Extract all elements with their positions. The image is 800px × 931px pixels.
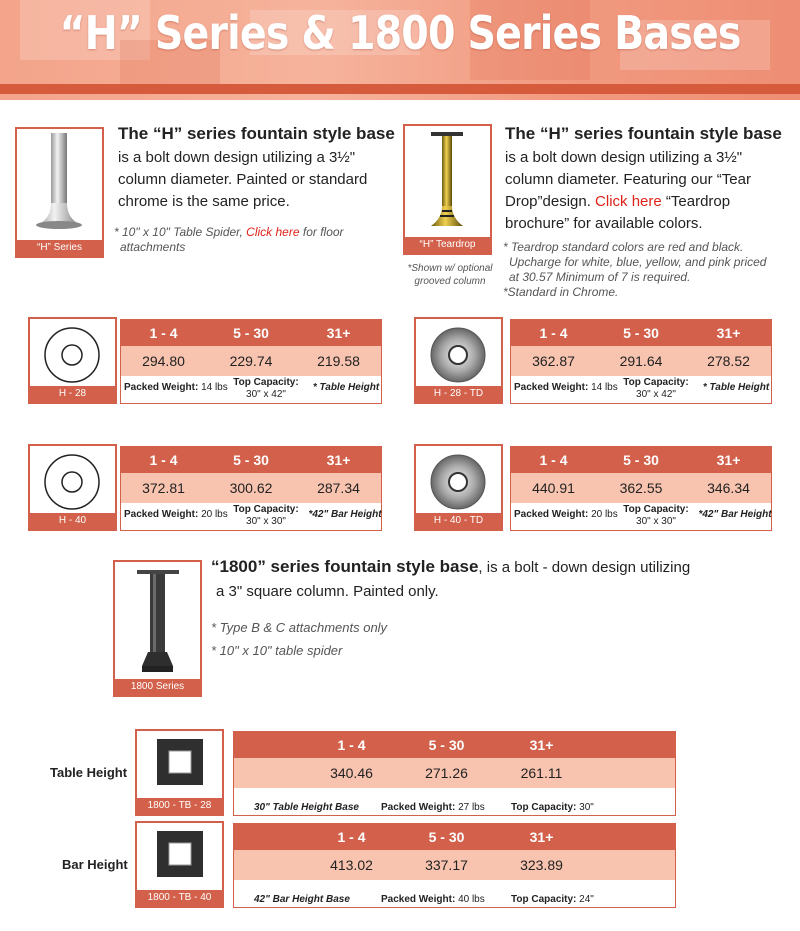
tb28-caption: 1800 - TB - 28: [137, 798, 222, 814]
height-note: *42" Bar Height: [698, 509, 772, 520]
h-series-note: [114, 225, 384, 255]
h-teardrop-heading: The “H” series fountain style base: [505, 124, 782, 143]
packed-weight-value: 20 lbs: [201, 509, 228, 520]
h-series-caption: “H” Series: [17, 240, 102, 256]
tb40-caption: 1800 - TB - 40: [137, 890, 222, 906]
h28-caption: H - 28: [30, 386, 115, 402]
packed-weight-label: Packed Weight:: [124, 382, 199, 393]
square-base-icon: [137, 823, 222, 891]
price-header-row: [511, 447, 771, 473]
top-capacity-value: 30" x 42": [636, 389, 676, 400]
teardrop-ring-icon: [416, 319, 501, 387]
note-text: * 10" x 10" Table Spider,: [114, 225, 247, 239]
teardrop-line: “Teardrop: [661, 193, 731, 210]
packed-weight-value: 14 lbs: [591, 382, 618, 393]
h-teardrop-base-image: [405, 126, 490, 236]
packed-weight-value: 40 lbs: [458, 894, 485, 905]
teardrop-brochure-link[interactable]: Click here: [595, 193, 662, 210]
price-header: 5 - 30: [623, 325, 659, 341]
teardrop-note: * Teardrop standard colors are red and black.: [503, 240, 744, 254]
price-header: 1 - 4: [539, 325, 568, 341]
price-value: 413.02: [330, 857, 373, 873]
price-value: 271.26: [425, 765, 468, 781]
price-header: 31+: [326, 325, 351, 341]
price-value: 287.34: [317, 480, 360, 496]
packed-weight-value: 14 lbs: [201, 382, 228, 393]
price-header: 5 - 30: [233, 452, 269, 468]
h40-photo: [28, 444, 117, 531]
top-capacity-value: 30" x 30": [636, 516, 676, 527]
price-value: 372.81: [142, 480, 185, 496]
packed-weight-label: Packed Weight:: [514, 382, 589, 393]
price-row: [511, 473, 771, 503]
top-capacity-value: 30" x 30": [246, 516, 286, 527]
s1800-heading-rest: , is a bolt - down design utilizing: [478, 559, 691, 576]
price-value: 323.89: [520, 857, 563, 873]
price-header: 31+: [529, 829, 554, 845]
price-header-row: [121, 320, 381, 346]
floor-attachments-link[interactable]: Click here: [246, 225, 300, 239]
packed-weight-label: Packed Weight:: [124, 509, 199, 520]
teardrop-note: Upcharge for white, blue, yellow, and pink priced: [509, 255, 767, 269]
price-value: 291.64: [619, 353, 663, 369]
s1800-note: * Type B & C attachments only: [211, 620, 388, 635]
h-series-line: is a bolt down design utilizing a 3½": [118, 149, 356, 166]
height-note: * Table Height: [312, 382, 380, 393]
packed-weight-value: 20 lbs: [591, 509, 618, 520]
s1800-base-image: [115, 562, 200, 680]
price-header: 1 - 4: [337, 737, 366, 753]
price-header: 5 - 30: [428, 737, 465, 753]
h-teardrop-description: [505, 147, 751, 235]
price-header-row: [511, 320, 771, 346]
price-row: [511, 346, 771, 376]
top-capacity-value: 30": [579, 802, 594, 813]
top-capacity-label: Top Capacity:: [623, 377, 689, 388]
price-value: 261.11: [520, 765, 563, 781]
price-value: 337.17: [425, 857, 468, 873]
teardrop-ring-icon: [416, 446, 501, 514]
note-text: attachments: [120, 240, 186, 254]
tb40-photo: [135, 821, 224, 908]
price-value: 229.74: [229, 353, 273, 369]
top-capacity-label: Top Capacity:: [233, 504, 299, 515]
h40td-caption: H - 40 - TD: [416, 513, 501, 529]
teardrop-note: at 30.57 Minimum of 7 is required.: [509, 270, 691, 284]
price-header: 5 - 30: [623, 452, 659, 468]
ring-base-icon: [30, 319, 115, 387]
h40td-photo: [414, 444, 503, 531]
h28-price-table: [120, 319, 382, 404]
s1800-photo: [113, 560, 202, 697]
h40-price-table: [120, 446, 382, 531]
price-header-row: [121, 447, 381, 473]
s1800-heading: “1800” series fountain style base: [211, 557, 479, 576]
price-value: 440.91: [532, 480, 575, 496]
s1800-caption: 1800 Series: [115, 679, 200, 695]
s1800-note: * 10" x 10" table spider: [211, 643, 343, 658]
price-row: [234, 758, 675, 788]
price-value: 346.34: [707, 480, 750, 496]
s1800-line2: a 3" square column. Painted only.: [216, 583, 439, 600]
packed-weight-value: 27 lbs: [458, 802, 485, 813]
price-value: 300.62: [229, 480, 273, 496]
base-note: 42" Bar Height Base: [254, 894, 350, 905]
h-series-description: [118, 147, 367, 213]
price-header-row: [234, 824, 675, 850]
teardrop-line: brochure” for available colors.: [505, 215, 703, 232]
table-height-label: Table Height: [50, 765, 128, 780]
h28-photo: [28, 317, 117, 404]
top-capacity-label: Top Capacity:: [623, 504, 689, 515]
price-header: 31+: [326, 452, 351, 468]
price-row: [121, 346, 381, 376]
shown-note-line: *Shown w/ optional: [407, 263, 493, 274]
teardrop-line: column diameter. Featuring our “Tear: [505, 171, 751, 188]
h-series-line: column diameter. Painted or standard: [118, 171, 368, 188]
h-series-base-image: [17, 129, 102, 239]
price-value: 362.55: [619, 480, 663, 496]
s1800-heading-line: [211, 557, 690, 577]
price-value: 362.87: [532, 353, 575, 369]
page-title: “H” Series & 1800 Series Bases: [59, 6, 741, 60]
teardrop-note: *Standard in Chrome.: [503, 285, 619, 299]
price-value: 219.58: [317, 353, 360, 369]
packed-weight-label: Packed Weight:: [381, 802, 456, 813]
h40td-price-table: [510, 446, 772, 531]
h-series-heading: The “H” series fountain style base: [118, 124, 395, 143]
height-note: *42" Bar Height: [308, 509, 382, 520]
price-header: 31+: [716, 325, 741, 341]
price-value: 294.80: [142, 353, 185, 369]
shown-note-line: grooved column: [414, 276, 486, 287]
teardrop-notes: [503, 240, 793, 300]
price-header: 1 - 4: [149, 325, 178, 341]
top-capacity-label: Top Capacity:: [511, 894, 577, 905]
h28td-caption: H - 28 - TD: [416, 386, 501, 402]
price-row: [121, 473, 381, 503]
packed-weight-label: Packed Weight:: [381, 894, 456, 905]
price-header: 5 - 30: [233, 325, 269, 341]
price-header: 31+: [529, 737, 554, 753]
tb40-price-table: [233, 823, 676, 908]
price-header: 5 - 30: [428, 829, 465, 845]
tb28-photo: [135, 729, 224, 816]
price-header-row: [234, 732, 675, 758]
h40-caption: H - 40: [30, 513, 115, 529]
base-note: 30" Table Height Base: [254, 802, 359, 813]
shown-note: [400, 262, 500, 288]
h28td-photo: [414, 317, 503, 404]
price-value: 340.46: [330, 765, 373, 781]
price-header: 31+: [716, 452, 741, 468]
ring-base-icon: [30, 446, 115, 514]
top-capacity-value: 24": [579, 894, 594, 905]
packed-weight-label: Packed Weight:: [514, 509, 589, 520]
top-capacity-label: Top Capacity:: [511, 802, 577, 813]
h-series-line: chrome is the same price.: [118, 193, 290, 210]
header-banner: [0, 0, 800, 100]
price-header: 1 - 4: [149, 452, 178, 468]
s1800-notes: [211, 616, 387, 662]
teardrop-line: is a bolt down design utilizing a 3½": [505, 149, 743, 166]
square-base-icon: [137, 731, 222, 799]
h28td-price-table: [510, 319, 772, 404]
h-series-photo: [15, 127, 104, 258]
h-teardrop-caption: “H” Teardrop: [405, 237, 490, 253]
bar-height-label: Bar Height: [62, 857, 128, 872]
h-teardrop-photo: [403, 124, 492, 255]
top-capacity-label: Top Capacity:: [233, 377, 299, 388]
price-value: 278.52: [707, 353, 750, 369]
price-header: 1 - 4: [539, 452, 568, 468]
price-header: 1 - 4: [337, 829, 366, 845]
top-capacity-value: 30" x 42": [246, 389, 286, 400]
price-row: [234, 850, 675, 880]
teardrop-line: Drop”design.: [505, 193, 596, 210]
note-text: for floor: [299, 225, 344, 239]
height-note: * Table Height: [702, 382, 770, 393]
tb28-price-table: [233, 731, 676, 816]
